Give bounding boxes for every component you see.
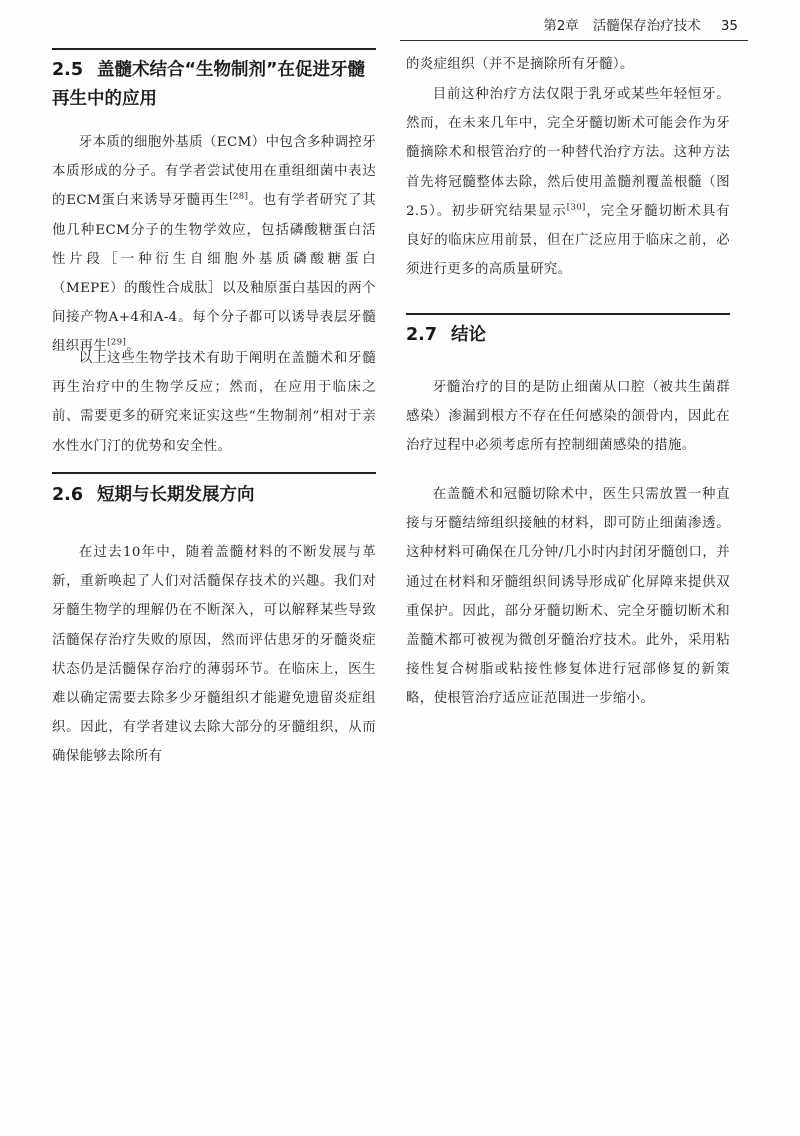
section-2-6-paragraph-1: 在过去10年中，随着盖髓材料的不断发展与革新，重新唤起了人们对活髓保存技术的兴趣。我们对牙髓生物学的理解仍在不断深入，可以解释某些导致活髓保存治疗失败的原因，然而评估患牙的牙髓炎症状态仍是活髓保存治疗的薄弱环节。在临床上，医生难以确定需要去除多少牙髓组织才能避免遗留炎症组织。因此，有学者建议去除大部分的牙髓组织，从而确保能够去除所有 — [52, 545, 376, 765]
text-run: ，完全牙髓切断术具有良好的临床应用前景，但在广泛应用于临床之前，必须进行更多的高质量研究。 — [406, 203, 731, 278]
section-2-5-rule — [52, 48, 376, 50]
section-2-6-rule — [52, 472, 376, 474]
section-2-6-title: 短期与长期发展方向 — [97, 485, 255, 505]
section-2-7-number: 2.7 — [406, 325, 438, 345]
section-2-5-title: 盖髓术结合“生物制剂”在促进牙髓再生中的应用 — [52, 60, 366, 109]
section-2-6-paragraph-1-continued: 的炎症组织（并不是摘除所有牙髓）。 — [406, 57, 634, 72]
section-2-5-heading — [52, 56, 376, 114]
section-2-7-title: 结论 — [451, 325, 487, 345]
page-number: 35 — [720, 18, 738, 34]
running-head — [400, 14, 738, 38]
section-2-7-paragraph-1: 牙髓治疗的目的是防止细菌从口腔（被共生菌群感染）渗漏到根方不存在任何感染的颌骨内，因此在治疗过程中必须考虑所有控制细菌感染的措施。 — [406, 380, 730, 454]
section-2-7-rule — [406, 313, 730, 315]
section-2-6-number: 2.6 — [52, 485, 84, 505]
section-2-5-paragraph-2: 以上这些生物学技术有助于阐明在盖髓术和牙髓再生治疗中的生物学反应；然而，在应用于临床之前、需要更多的研究来证实这些“生物制剂”相对于亲水性水门汀的优势和安全性。 — [52, 351, 376, 454]
text-run: 。 — [126, 339, 141, 355]
header-rule — [400, 40, 748, 41]
citation-29: [29] — [107, 337, 127, 348]
section-2-6-heading — [52, 481, 376, 510]
section-2-5-number: 2.5 — [52, 60, 84, 80]
citation-30: [30] — [566, 202, 586, 213]
text-run: 牙本质的细胞外基质（ECM）中包含多种调控牙本质形成的分子。有学者尝试使用在重组细菌中表达的ECM蛋白来诱导牙髓再生 — [52, 135, 376, 209]
chapter-title: 活髓保存治疗技术 — [592, 18, 701, 34]
section-2-6-paragraph-2 — [406, 80, 730, 284]
section-2-7-paragraph-2: 在盖髓术和冠髓切除术中，医生只需放置一种直接与牙髓结缔组织接触的材料，即可防止细菌渗透。这种材料可确保在几分钟/几小时内封闭牙髓创口，并通过在材料和牙髓组织间诱导形成矿化屏障来提供双重保护。因此，部分牙髓切断术、完全牙髓切断术和盖髓术都可被视为微创牙髓治疗技术。此外，采用粘接性复合树脂或粘接性修复体进行冠部修复的新策略，使根管治疗适应证范围进一步缩小。 — [406, 487, 730, 707]
text-run: 目前这种治疗方法仅限于乳牙或某些年轻恒牙。然而，在未来几年中，完全牙髓切断术可能会作为牙髓摘除术和根管治疗的一种替代治疗方法。这种方法首先将冠髓整体去除，然后使用盖髓剂覆盖根髓（图2.5）。初步研究结果显示 — [406, 87, 730, 219]
chapter-label: 第2章 — [543, 18, 579, 34]
section-2-7-heading — [406, 321, 730, 350]
text-run: 。也有学者研究了其他几种ECM分子的生物学效应，包括磷酸糖蛋白活性片段［一种衍生自细胞外基质磷酸糖蛋白（MEPE）的酸性合成肽］以及釉原蛋白基因的两个间接产物A+4和A-4。每个分子都可以诱导表层牙髓组织再生 — [52, 193, 376, 355]
section-2-5-paragraph-1 — [52, 128, 376, 362]
citation-28: [28] — [229, 191, 249, 202]
